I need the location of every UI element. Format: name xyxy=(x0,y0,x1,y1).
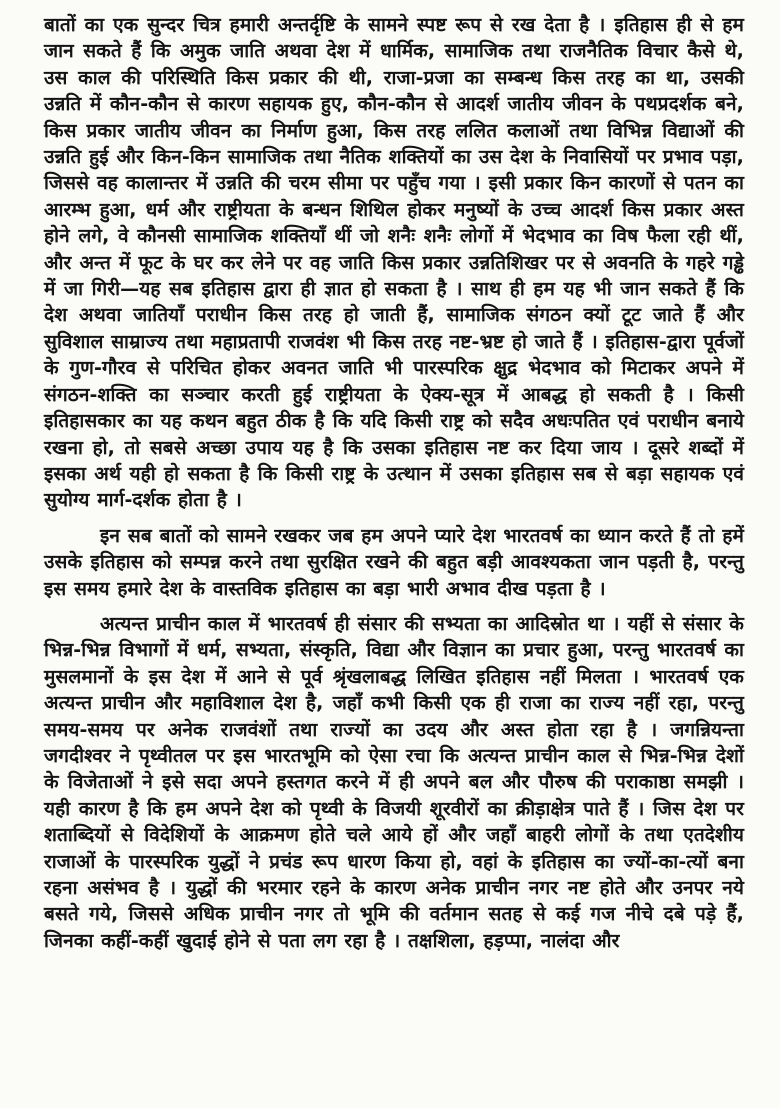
paragraph-1: बातों का एक सुन्दर चित्र हमारी अन्तर्दृष्टि के सामने स्पष्ट रूप से रख देता है । इतिहास ही से हम जान सकते हैं कि अमुक जाति अथवा देश में धार्मिक, सामाजिक तथा राजनैतिक विचार कैसे थे, उस काल की परिस्थिति किस प्रकार की थी, राजा-प्रजा का सम्बन्ध किस तरह का था, उसकी उन्नति में कौन-कौन से कारण सहायक हुए, कौन-कौन से आदर्श जातीय जीवन के पथप्रदर्शक बने, किस प्रकार जातीय जीवन का निर्माण हुआ, किस तरह ललित कलाओं तथा विभिन्न विद्याओं की उन्नति हुई और किन-किन सामाजिक तथा नैतिक शक्तियों का उस देश के निवासियों पर प्रभाव पड़ा, जिससे वह कालान्तर में उन्नति की चरम सीमा पर पहुँच गया । इसी प्रकार किन कारणों से पतन का आरम्भ हुआ, धर्म और राष्ट्रीयता के बन्धन शिथिल होकर मनुष्यों के उच्च आदर्श किस प्रकार अस्त होने लगे, वे कौनसी सामाजिक शक्तियाँ थीं जो शनैः शनैः लोगों में भेदभाव का विष फैला रही थीं, और अन्त में फूट के घर कर लेने पर वह जाति किस प्रकार उन्नतिशिखर पर से अवनति के गहरे गड्ढे में जा गिरी—यह सब इतिहास द्वारा ही ज्ञात हो सकता है । साथ ही हम यह भी जान सकते हैं कि देश अथवा जातियाँ पराधीन किस तरह हो जाती हैं, सामाजिक संगठन क्यों टूट जाते हैं और सुविशाल साम्राज्य तथा महाप्रतापी राजवंश भी किस तरह नष्ट-भ्रष्ट हो जाते हैं । इतिहास-द्वारा पूर्वजों के गुण-गौरव से परिचित होकर अवनत जाति भी पारस्परिक क्षुद्र भेदभाव को मिटाकर अपने में संगठन-शक्ति का सञ्चार करती हुई राष्ट्रीयता के ऐक्य-सूत्र में आबद्ध हो सकती है । किसी इतिहासकार का यह कथन बहुत ठीक है कि यदि किसी राष्ट्र को सदैव अधःपतित एवं पराधीन बनाये रखना हो, तो सबसे अच्छा उपाय यह है कि उसका इतिहास नष्ट कर दिया जाय । दूसरे शब्दों में इसका अर्थ यही हो सकता है कि किसी राष्ट्र के उत्थान में उसका इतिहास सब से बड़ा सहायक एवं सुयोग्य मार्ग-दर्शक होता है । xyxy=(44,14,744,512)
paragraph-3: अत्यन्त प्राचीन काल में भारतवर्ष ही संसार की सभ्यता का आदिस्रोत था । यहीं से संसार के भिन्न-भिन्न विभागों में धर्म, सभ्यता, संस्कृति, विद्या और विज्ञान का प्रचार हुआ, परन्तु भारतवर्ष का मुसलमानों के इस देश में आने से पूर्व श्रृंखलाबद्ध लिखित इतिहास नहीं मिलता । भारतवर्ष एक अत्यन्त प्राचीन और महाविशाल देश है, जहाँ कभी किसी एक ही राजा का राज्य नहीं रहा, परन्तु समय-समय पर अनेक राजवंशों तथा राज्यों का उदय और अस्त होता रहा है । जगन्नियन्ता जगदीश्वर ने पृथ्वीतल पर इस भारतभूमि को ऐसा रचा कि अत्यन्त प्राचीन काल से भिन्न-भिन्न देशों के विजेताओं ने इसे सदा अपने हस्तगत करने में ही अपने बल और पौरुष की पराकाष्ठा समझी । यही कारण है कि हम अपने देश को पृथ्वी के विजयी शूरवीरों का क्रीड़ाक्षेत्र पाते हैं । जिस देश पर शताब्दियों से विदेशियों के आक्रमण होते चले आये हों और जहाँ बाहरी लोगों के तथा एतदेशीय राजाओं के पारस्परिक युद्धों ने प्रचंड रूप धारण किया हो, वहां के इतिहास का ज्यों-का-त्यों बना रहना असंभव है । युद्धों की भरमार रहने के कारण अनेक प्राचीन नगर नष्ट होते और उनपर नये बसते गये, जिससे अधिक प्राचीन नगर तो भूमि की वर्तमान सतह से कई गज नीचे दबे पड़े हैं, जिनका कहीं-कहीं खुदाई होने से पता लग रहा है । तक्षशिला, हड़प्पा, नालंदा और xyxy=(44,612,744,952)
paragraph-2: इन सब बातों को सामने रखकर जब हम अपने प्यारे देश भारतवर्ष का ध्यान करते हैं तो हमें उसके इतिहास को सम्पन्न करने तथा सुरक्षित रखने की बहुत बड़ी आवश्यकता जान पड़ती है, परन्तु इस समय हमारे देश के वास्तविक इतिहास का बड़ा भारी अभाव दीख पड़ता है । xyxy=(44,524,744,600)
